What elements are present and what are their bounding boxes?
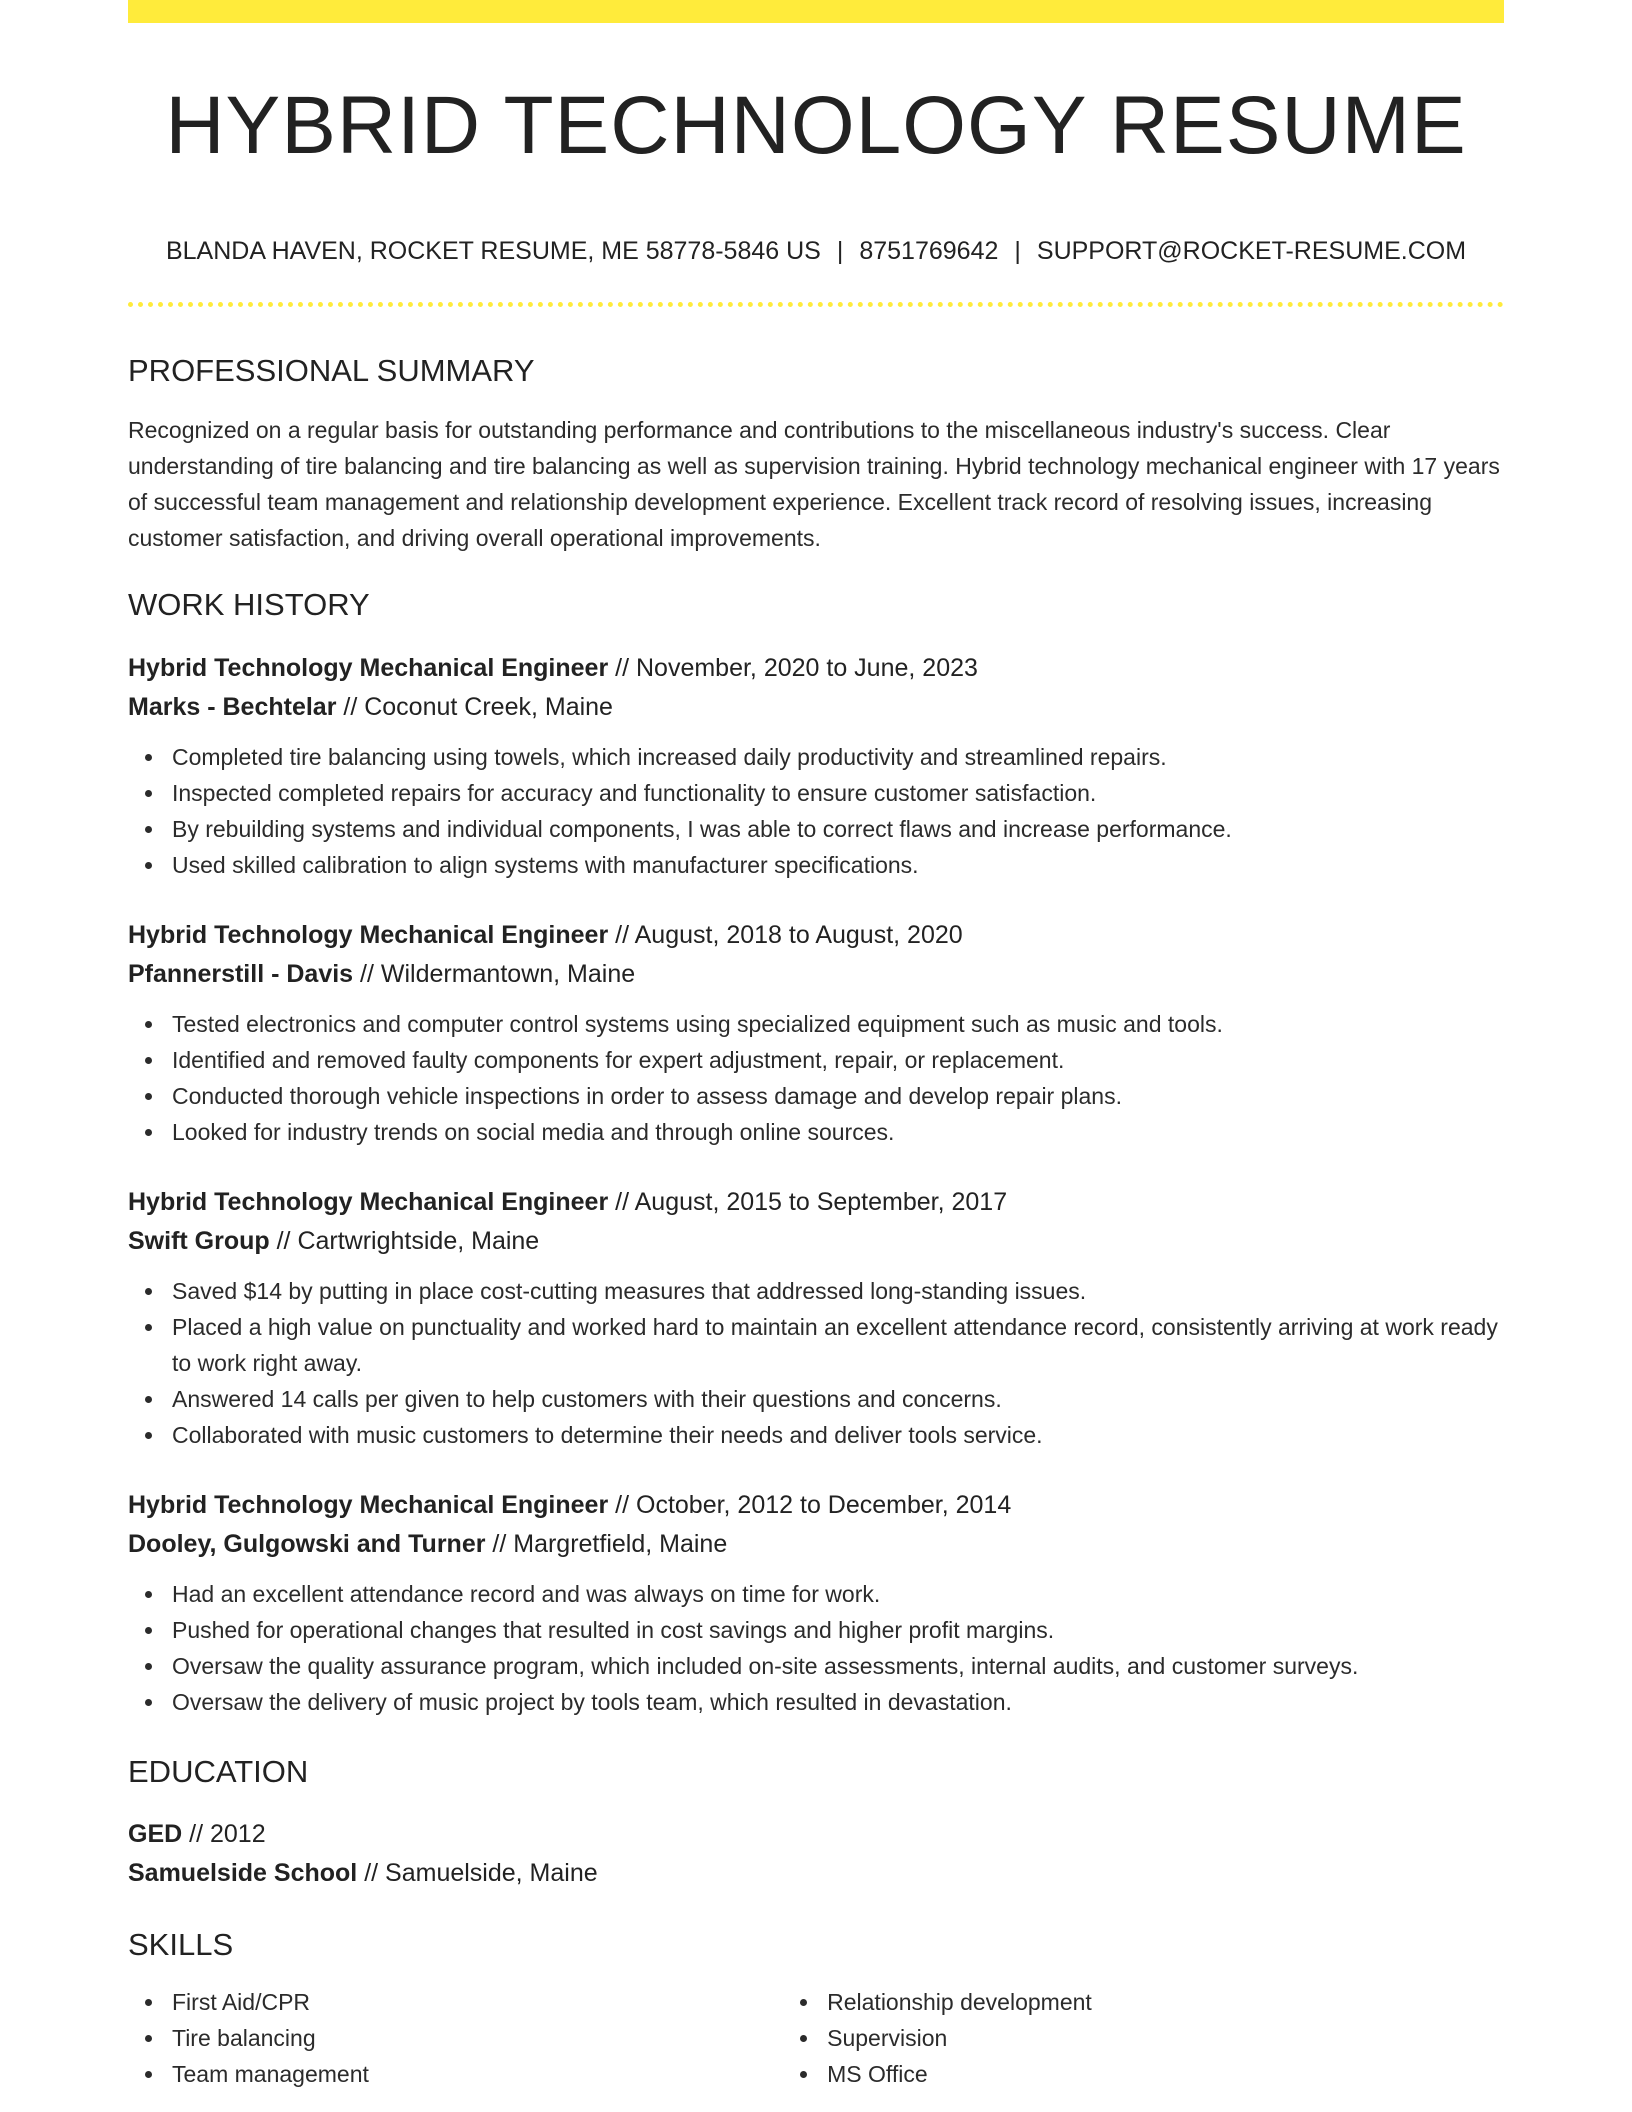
job-location: // Coconut Creek, Maine (343, 693, 613, 721)
job-company: Dooley, Gulgowski and Turner (128, 1530, 486, 1558)
summary-text: Recognized on a regular basis for outstanding performance and contributions to the miscellaneous industry's success. Clear understanding of tire balancing and tire balancing as well as supervision training. Hybrid technology mechanical engineer with 17 years of successful team management and relationship development experience. Excellent track record of resolving issues, increasing customer satisfaction, and driving overall operational improvements. (128, 417, 1500, 551)
job-bullet: Tested electronics and computer control systems using specialized equipment such as music and tools. (172, 1006, 1504, 1042)
job-bullet: Had an excellent attendance record and was always on time for work. (172, 1576, 1504, 1612)
job-company-line (128, 955, 1504, 994)
skill-item: Tire balancing (172, 2020, 783, 2056)
skills-heading: SKILLS (128, 1927, 234, 1962)
job-location: // Cartwrightside, Maine (276, 1227, 540, 1255)
contact-separator: | (1014, 237, 1021, 265)
job-bullet: Looked for industry trends on social media and through online sources. (172, 1114, 1504, 1150)
job-company-line (128, 1222, 1504, 1261)
job-bullet-list (128, 1273, 1504, 1453)
skills-list-left (128, 1984, 783, 2092)
skill-item: Team management (172, 2056, 783, 2092)
job-dates: // November, 2020 to June, 2023 (615, 654, 978, 682)
skills-list-right (783, 1984, 1504, 2092)
job-title-line (128, 916, 1504, 955)
job-company: Marks - Bechtelar (128, 693, 337, 721)
job-bullet: Oversaw the delivery of music project by tools team, which resulted in devastation. (172, 1684, 1504, 1720)
contact-email: SUPPORT@ROCKET-RESUME.COM (1036, 237, 1467, 265)
job-title-line (128, 1183, 1504, 1222)
contact-address: BLANDA HAVEN, ROCKET RESUME, ME 58778-5846 US (165, 237, 821, 265)
job-bullet: Answered 14 calls per given to help customers with their questions and concerns. (172, 1381, 1504, 1417)
job-title: Hybrid Technology Mechanical Engineer (128, 1491, 609, 1519)
job-location: // Wildermantown, Maine (360, 960, 636, 988)
skill-item: First Aid/CPR (172, 1984, 783, 2020)
education-year: // 2012 (189, 1820, 266, 1848)
job-company: Swift Group (128, 1227, 270, 1255)
summary-heading: PROFESSIONAL SUMMARY (128, 353, 535, 388)
job-bullet: Identified and removed faulty components for expert adjustment, repair, or replacement. (172, 1042, 1504, 1078)
education-location: // Samuelside, Maine (364, 1859, 598, 1887)
skill-item: Supervision (827, 2020, 1504, 2056)
job-dates: // August, 2015 to September, 2017 (615, 1188, 1008, 1216)
contact-separator: | (836, 237, 844, 265)
education-degree: GED (128, 1820, 183, 1848)
work-history-heading: WORK HISTORY (128, 587, 370, 622)
contact-line (128, 239, 1504, 264)
job-bullet: Inspected completed repairs for accuracy and functionality to ensure customer satisfaction. (172, 775, 1504, 811)
job-entry (128, 1183, 1504, 1453)
job-bullet-list (128, 1576, 1504, 1720)
dotted-divider (128, 302, 1504, 307)
job-bullet: Collaborated with music customers to determine their needs and deliver tools service. (172, 1417, 1504, 1453)
education-entry (128, 1815, 1504, 1893)
job-entry (128, 1486, 1504, 1720)
education-school: Samuelside School (128, 1859, 358, 1887)
job-bullet: Conducted thorough vehicle inspections in order to assess damage and develop repair plans. (172, 1078, 1504, 1114)
skill-item: Relationship development (827, 1984, 1504, 2020)
job-bullet-list (128, 1006, 1504, 1150)
job-bullet: Pushed for operational changes that resulted in cost savings and higher profit margins. (172, 1612, 1504, 1648)
job-dates: // August, 2018 to August, 2020 (615, 921, 963, 949)
job-bullet: Oversaw the quality assurance program, which included on-site assessments, internal audits, and customer surveys. (172, 1648, 1504, 1684)
job-bullet: Completed tire balancing using towels, which increased daily productivity and streamlined repairs. (172, 739, 1504, 775)
accent-bar (128, 0, 1504, 23)
job-bullet: Placed a high value on punctuality and worked hard to maintain an excellent attendance record, consistently arriving at work ready to work right away. (172, 1309, 1504, 1381)
resume-page (128, 0, 1504, 2092)
job-entry (128, 916, 1504, 1150)
job-bullet: Used skilled calibration to align systems with manufacturer specifications. (172, 847, 1504, 883)
education-degree-line (128, 1815, 1504, 1854)
job-title: Hybrid Technology Mechanical Engineer (128, 654, 609, 682)
job-bullet-list (128, 739, 1504, 883)
job-title: Hybrid Technology Mechanical Engineer (128, 921, 609, 949)
education-heading: EDUCATION (128, 1754, 309, 1789)
job-bullet: Saved $14 by putting in place cost-cutting measures that addressed long-standing issues. (172, 1273, 1504, 1309)
job-bullet: By rebuilding systems and individual components, I was able to correct flaws and increase performance. (172, 811, 1504, 847)
job-entry (128, 649, 1504, 883)
job-company-line (128, 1525, 1504, 1564)
job-location: // Margretfield, Maine (492, 1530, 728, 1558)
job-title-line (128, 649, 1504, 688)
job-company: Pfannerstill - Davis (128, 960, 354, 988)
job-title: Hybrid Technology Mechanical Engineer (128, 1188, 609, 1216)
resume-title: HYBRID TECHNOLOGY RESUME (165, 80, 1467, 171)
job-title-line (128, 1486, 1504, 1525)
skill-item: MS Office (827, 2056, 1504, 2092)
education-school-line (128, 1854, 1504, 1893)
contact-phone: 8751769642 (859, 237, 999, 265)
job-company-line (128, 688, 1504, 727)
job-dates: // October, 2012 to December, 2014 (615, 1491, 1012, 1519)
skills-columns (128, 1984, 1504, 2092)
